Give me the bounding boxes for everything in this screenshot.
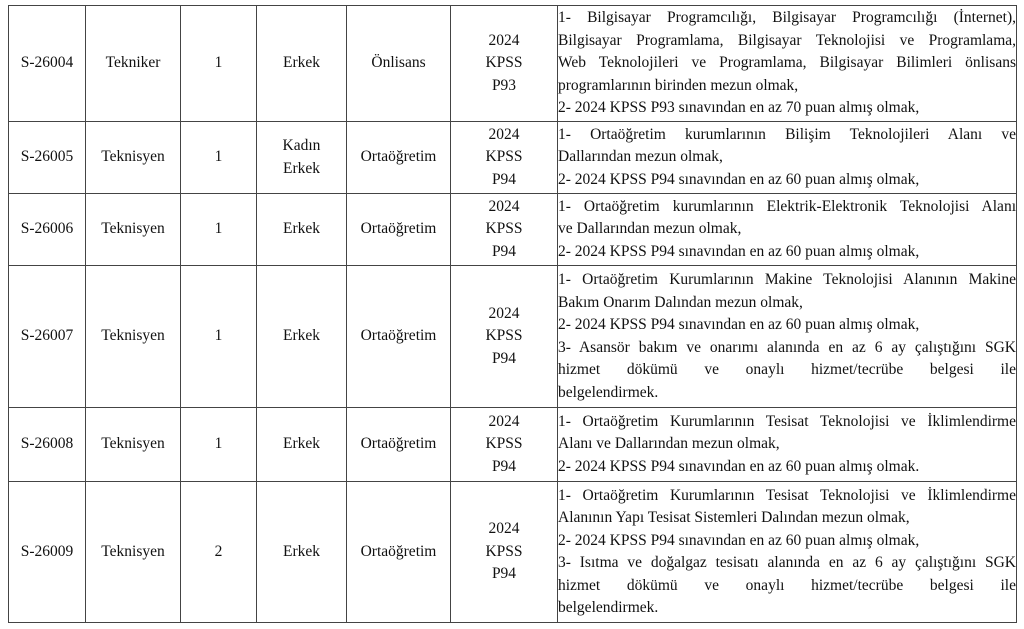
table-row — [9, 194, 1017, 266]
requirement-line: Alanının Yapı Tesisat Sistemleri Dalından mezun olmak, — [558, 509, 910, 526]
exam-type-line: KPSS — [485, 435, 523, 453]
gender-cell — [257, 266, 347, 408]
position-title-cell: Teknisyen — [86, 194, 181, 266]
gender-value: Erkek — [282, 327, 320, 345]
exam-type-line: 2024 — [488, 412, 520, 430]
gender-value: Erkek — [282, 54, 320, 72]
exam-type-line: KPSS — [485, 148, 523, 166]
exam-type-line: P94 — [491, 565, 517, 583]
position-count-cell: 1 — [181, 6, 257, 122]
requirement-line: 1- Ortaöğretim kurumlarının Bilişim Teknolojileri Alanı ve — [558, 125, 1016, 143]
job-positions-table — [8, 5, 1017, 623]
requirements-cell — [558, 122, 1017, 194]
table-row — [9, 266, 1017, 408]
requirement-line: 3- Asansör bakım ve onarımı alanında en az 6 ay çalıştığını SGK — [558, 338, 1016, 356]
requirement-line: Bilgisayar Programlama, Bilgisayar Teknolojisi ve Programlama, — [558, 31, 1016, 49]
table-row — [9, 122, 1017, 194]
exam-type-line: 2024 — [488, 520, 520, 538]
requirement-line: programlarının birinden mezun olmak, — [558, 76, 799, 94]
requirement-line: 3- Isıtma ve doğalgaz tesisatı alanında en az 6 ay çalıştığını SGK — [558, 554, 1016, 571]
table-row — [9, 6, 1017, 122]
requirement-line: Alanı ve Dallarından mezun olmak, — [558, 435, 780, 453]
table-body — [9, 6, 1017, 623]
requirement-line: Dallarından mezun olmak, — [558, 148, 723, 166]
gender-cell — [257, 122, 347, 194]
requirements-cell — [558, 6, 1017, 122]
exam-type-line: 2024 — [488, 125, 520, 143]
position-code-cell: S-26004 — [9, 6, 86, 122]
gender-cell — [257, 482, 347, 623]
exam-type-line: KPSS — [485, 327, 523, 345]
requirement-line: 1- Ortaöğretim kurumlarının Elektrik-Elektronik Teknolojisi Alanı — [558, 197, 1016, 215]
position-count-cell: 1 — [181, 122, 257, 194]
gender-value: Erkek — [282, 542, 320, 560]
exam-type-cell — [451, 408, 558, 482]
requirement-line: Bakım Onarım Dalından mezun olmak, — [558, 293, 803, 311]
requirement-line: 2- 2024 KPSS P93 sınavından en az 70 puan almış olmak, — [558, 99, 920, 117]
exam-type-cell — [451, 194, 558, 266]
exam-type-line: P94 — [491, 457, 517, 475]
position-code-cell: S-26009 — [9, 482, 86, 623]
exam-type-line: P94 — [491, 170, 517, 188]
requirements-cell — [558, 408, 1017, 482]
position-code-cell: S-26007 — [9, 266, 86, 408]
exam-type-cell — [451, 6, 558, 122]
exam-type-line: KPSS — [485, 542, 523, 560]
exam-type-line: 2024 — [488, 197, 520, 215]
exam-type-cell — [451, 482, 558, 623]
position-title-cell: Teknisyen — [86, 122, 181, 194]
position-code-cell: S-26006 — [9, 194, 86, 266]
education-level-cell: Önlisans — [347, 6, 451, 122]
requirement-line: 2- 2024 KPSS P94 sınavından en az 60 puan almış olmak, — [558, 316, 920, 333]
requirement-line: Web Teknolojileri ve Programlama, Bilgisayar Bilimleri önlisans — [558, 54, 1016, 72]
requirement-line: 2- 2024 KPSS P94 sınavından en az 60 puan almış olmak, — [558, 242, 920, 260]
position-count-cell: 1 — [181, 408, 257, 482]
requirement-line: hizmet dökümü ve onaylı hizmet/tecrübe belgesi ile — [558, 576, 1016, 594]
position-count-cell: 1 — [181, 194, 257, 266]
exam-type-line: 2024 — [488, 304, 520, 322]
exam-type-line: P93 — [491, 76, 517, 94]
table-row — [9, 482, 1017, 623]
position-code-cell: S-26008 — [9, 408, 86, 482]
exam-type-cell — [451, 266, 558, 408]
requirements-cell — [558, 194, 1017, 266]
exam-type-line: P94 — [491, 242, 517, 260]
education-level-cell: Ortaöğretim — [347, 266, 451, 408]
requirement-line: hizmet dökümü ve onaylı hizmet/tecrübe belgesi ile — [558, 361, 1016, 378]
position-title-cell: Teknisyen — [86, 408, 181, 482]
position-code-cell: S-26005 — [9, 122, 86, 194]
gender-cell — [257, 194, 347, 266]
requirement-line: belgelendirmek. — [558, 383, 659, 401]
education-level-cell: Ortaöğretim — [347, 408, 451, 482]
requirement-line: 1- Ortaöğretim Kurumlarının Tesisat Teknolojisi ve İklimlendirme — [558, 412, 1016, 430]
gender-value: Kadın — [282, 137, 321, 154]
requirement-line: belgelendirmek. — [558, 599, 659, 616]
gender-value: Erkek — [282, 159, 320, 177]
requirements-cell — [558, 482, 1017, 623]
requirement-line: 1- Bilgisayar Programcılığı, Bilgisayar Programcılığı (İnternet), — [558, 9, 1016, 27]
exam-type-cell — [451, 122, 558, 194]
gender-cell — [257, 6, 347, 122]
position-count-cell: 1 — [181, 266, 257, 408]
position-count-cell: 2 — [181, 482, 257, 623]
requirement-line: 2- 2024 KPSS P94 sınavından en az 60 puan almış olmak. — [558, 457, 920, 475]
education-level-cell: Ortaöğretim — [347, 122, 451, 194]
position-title-cell: Teknisyen — [86, 482, 181, 623]
gender-value: Erkek — [282, 435, 320, 453]
requirement-line: 2- 2024 KPSS P94 sınavından en az 60 puan almış olmak, — [558, 170, 920, 188]
position-title-cell: Teknisyen — [86, 266, 181, 408]
education-level-cell: Ortaöğretim — [347, 482, 451, 623]
exam-type-line: KPSS — [485, 220, 523, 238]
requirements-cell — [558, 266, 1017, 408]
exam-type-line: 2024 — [488, 31, 520, 49]
requirement-line: 1- Ortaöğretim Kurumlarının Makine Teknolojisi Alanının Makine — [558, 271, 1016, 288]
exam-type-line: P94 — [491, 349, 517, 367]
requirement-line: ve Dallarından mezun olmak, — [558, 220, 742, 238]
requirement-line: 2- 2024 KPSS P94 sınavından en az 60 puan almış olmak, — [558, 531, 920, 549]
exam-type-line: KPSS — [485, 54, 523, 72]
table-row — [9, 408, 1017, 482]
requirement-line: 1- Ortaöğretim Kurumlarının Tesisat Teknolojisi ve İklimlendirme — [558, 486, 1016, 504]
position-title-cell: Tekniker — [86, 6, 181, 122]
gender-cell — [257, 408, 347, 482]
gender-value: Erkek — [282, 220, 320, 238]
education-level-cell: Ortaöğretim — [347, 194, 451, 266]
